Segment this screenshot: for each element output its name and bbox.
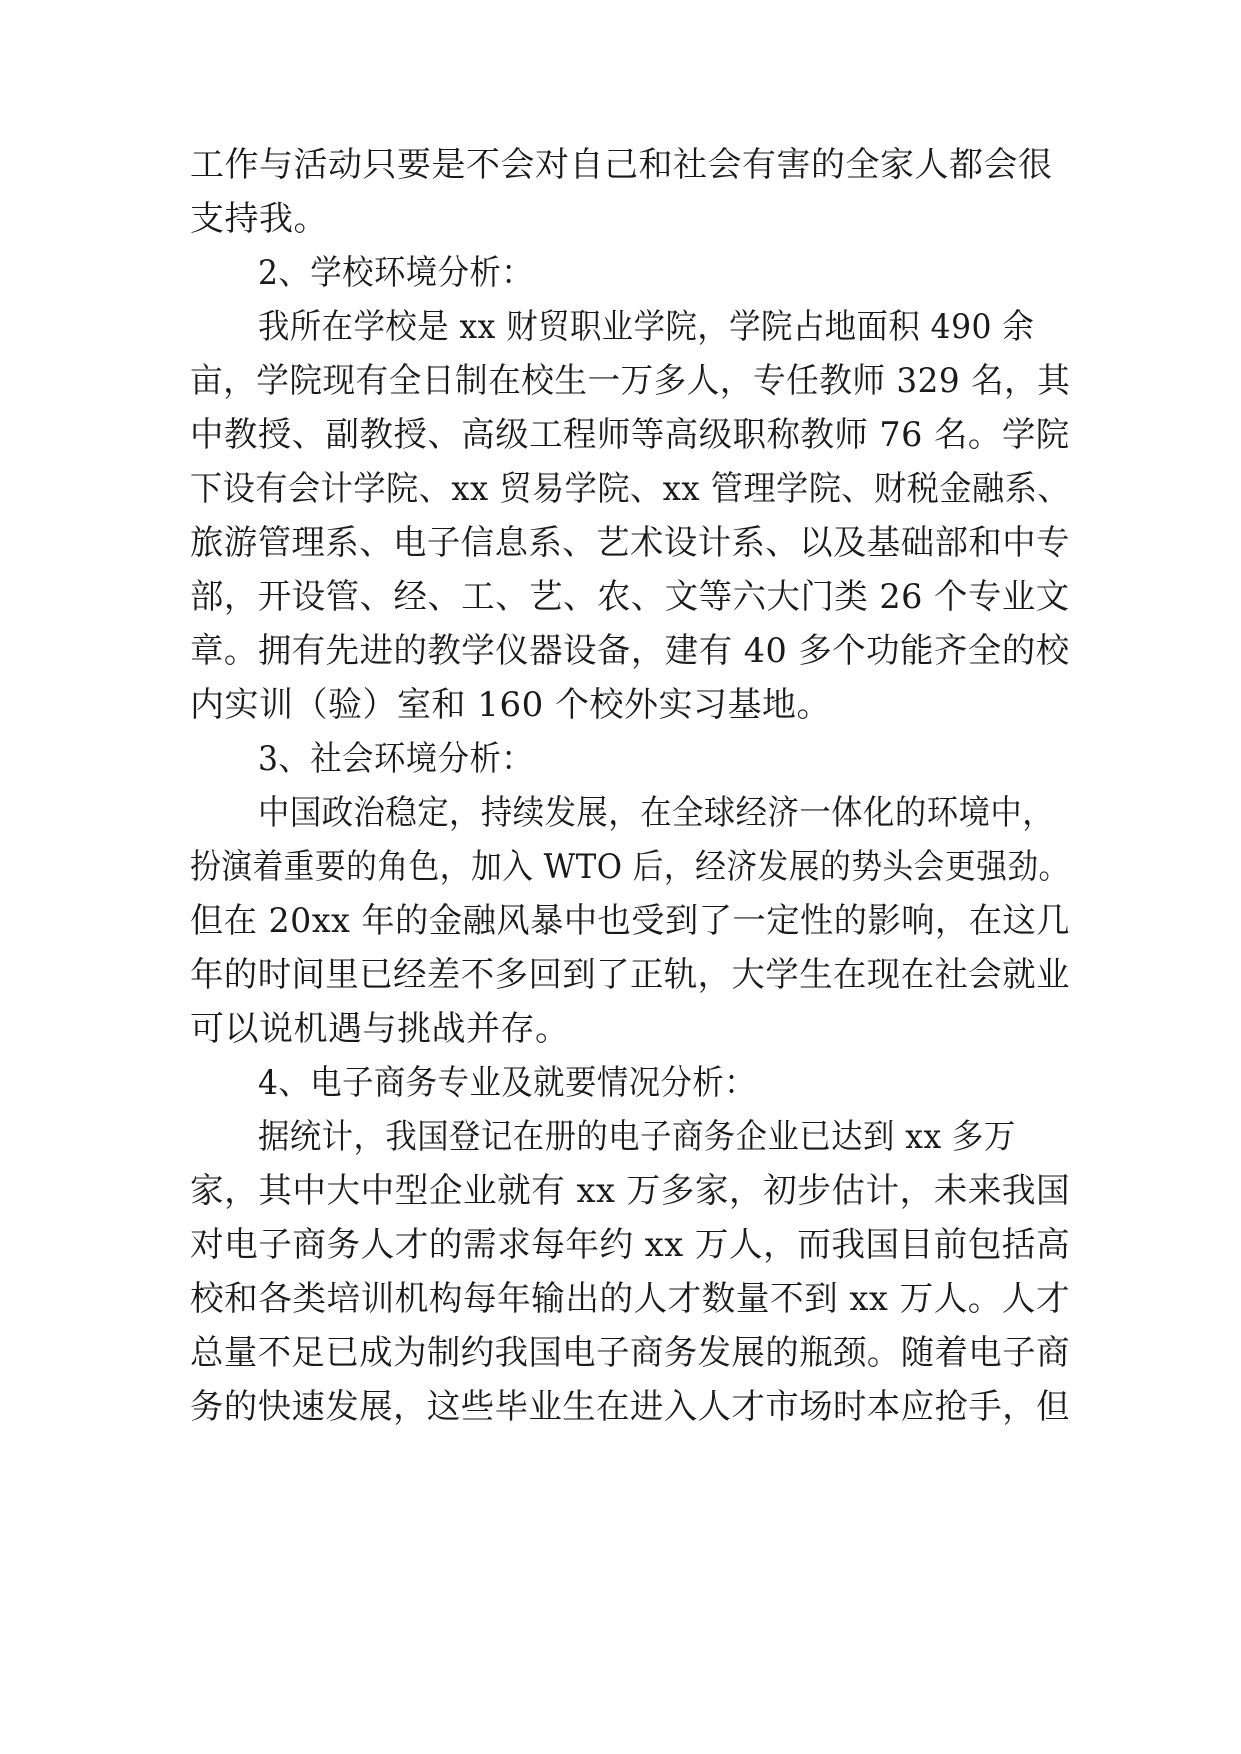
text-line: 我所在学校是 xx 财贸职业学院，学院占地面积 490 余 [258, 307, 1035, 347]
text-line: 家，其中大中型企业就有 xx 万多家，初步估计，未来我国 [190, 1171, 1071, 1211]
text-line: 支持我。 [190, 199, 328, 239]
text-line: 部，开设管、经、工、艺、农、文等六大门类 26 个专业文 [190, 577, 1070, 617]
text-line: 工作与活动只要是不会对自己和社会有害的全家人都会很 [190, 145, 1053, 185]
text-line: 校和各类培训机构每年输出的人才数量不到 xx 万人。人才 [190, 1279, 1071, 1319]
text-line: 对电子商务人才的需求每年约 xx 万人，而我国目前包括高 [190, 1225, 1071, 1265]
text-line: 亩，学院现有全日制在校生一万多人，专任教师 329 名，其 [190, 361, 1071, 401]
text-line: 可以说机遇与挑战并存。 [190, 1009, 570, 1049]
text-line: 下设有会计学院、xx 贸易学院、xx 管理学院、财税金融系、 [190, 469, 1071, 509]
text-line: 旅游管理系、电子信息系、艺术设计系、以及基础部和中专 [190, 523, 1070, 563]
text-line: 据统计，我国登记在册的电子商务企业已达到 xx 多万 [258, 1117, 1016, 1157]
text-line: 但在 20xx 年的金融风暴中也受到了一定性的影响，在这几 [190, 901, 1070, 941]
text-line: 内实训（验）室和 160 个校外实习基地。 [190, 685, 832, 725]
text-line: 中教授、副教授、高级工程师等高级职称教师 76 名。学院 [190, 415, 1070, 455]
section-heading: 3、社会环境分析： [258, 739, 534, 779]
text-line: 中国政治稳定，持续发展，在全球经济一体化的环境中， [258, 793, 1055, 833]
text-line: 年的时间里已经差不多回到了正轨，大学生在现在社会就业 [190, 955, 1070, 995]
text-line: 章。拥有先进的教学仪器设备，建有 40 多个功能齐全的校 [190, 631, 1070, 671]
section-heading: 2、学校环境分析： [258, 253, 534, 293]
text-line: 扮演着重要的角色，加入 WTO 后，经济发展的势头会更强劲。 [190, 847, 1070, 887]
text-line: 务的快速发展，这些毕业生在进入人才市场时本应抢手，但 [190, 1387, 1070, 1427]
section-heading: 4、电子商务专业及就要情况分析： [258, 1063, 757, 1103]
text-line: 总量不足已成为制约我国电子商务发展的瓶颈。随着电子商 [190, 1333, 1070, 1373]
